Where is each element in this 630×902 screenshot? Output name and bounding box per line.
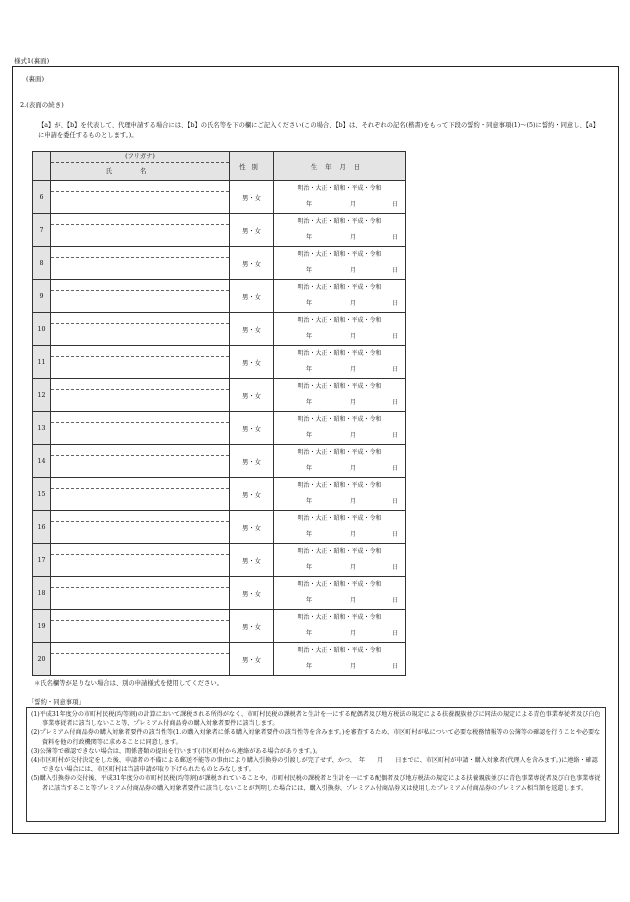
row-number: 19 <box>33 610 51 643</box>
day-label: 日 <box>392 365 399 373</box>
form-id: 様式1(裏面) <box>14 57 50 65</box>
table-row <box>33 544 406 577</box>
dob-cell[interactable] <box>274 478 406 511</box>
month-label: 月 <box>350 266 357 274</box>
date-fields[interactable] <box>278 460 401 477</box>
era-options[interactable]: 明治・大正・昭和・平成・令和 <box>297 316 382 324</box>
era-options[interactable]: 明治・大正・昭和・平成・令和 <box>297 217 382 225</box>
era-options[interactable]: 明治・大正・昭和・平成・令和 <box>297 283 382 291</box>
sex-options[interactable]: 男・女 <box>230 379 274 412</box>
year-label: 年 <box>306 233 313 241</box>
applicant-roster-table <box>32 151 406 676</box>
dob-cell[interactable] <box>274 643 406 676</box>
era-options[interactable]: 明治・大正・昭和・平成・令和 <box>297 250 382 258</box>
back-side-label: (裏面) <box>26 75 45 83</box>
date-fields[interactable] <box>278 658 401 675</box>
sex-options[interactable]: 男・女 <box>230 511 274 544</box>
furigana-field[interactable] <box>51 610 229 621</box>
pledge-item-2: (2)プレミアム付商品券の購入対象者要件の該当性等(1.の購入対象者に係る購入対象者要件の該当性等を含みます。)を審査するため、市区町村が私について必要な税務情報等の公簿等の確認を行うことや必要な資料を他の行政機関等に求めることに同意します。 <box>31 729 601 746</box>
year-label: 年 <box>306 431 313 439</box>
date-fields[interactable] <box>278 427 401 444</box>
month-label: 月 <box>350 596 357 604</box>
month-label: 月 <box>350 398 357 406</box>
name-field[interactable] <box>51 291 229 312</box>
table-row <box>33 379 406 412</box>
month-label: 月 <box>350 629 357 637</box>
row-number: 20 <box>33 643 51 676</box>
dob-cell[interactable] <box>274 280 406 313</box>
month-label: 月 <box>350 530 357 538</box>
name-field[interactable] <box>51 555 229 576</box>
month-label: 月 <box>350 662 357 670</box>
pledge-item-5: (5)購入引換券の交付後、平成31年度分の市町村民税(均等割)が課税されていることや、市町村民税の課税者と生計を一にする配偶者及び地方税法の規定による扶養親族並びに青色事業専従者及び白色事業専従者に該当すること等プレミアム付商品券の購入対象者要件に該当しないことが判明した場合には、購入引換券、プレミアム付商品券又は使用したプレミアム付商品券のプレミアム相当額を返還します。 <box>31 775 601 792</box>
dob-cell[interactable] <box>274 577 406 610</box>
dob-cell[interactable] <box>274 544 406 577</box>
era-options[interactable]: 明治・大正・昭和・平成・令和 <box>297 514 382 522</box>
year-label: 年 <box>306 596 313 604</box>
dob-cell[interactable] <box>274 247 406 280</box>
day-label: 日 <box>392 332 399 340</box>
furigana-field[interactable] <box>51 445 229 456</box>
name-cell[interactable] <box>51 577 230 610</box>
pledge-box <box>26 707 606 822</box>
sex-options[interactable]: 男・女 <box>230 313 274 346</box>
furigana-field[interactable] <box>51 280 229 291</box>
sex-options[interactable]: 男・女 <box>230 577 274 610</box>
year-label: 年 <box>306 365 313 373</box>
row-number: 18 <box>33 577 51 610</box>
day-label: 日 <box>392 530 399 538</box>
year-label: 年 <box>306 629 313 637</box>
table-row <box>33 214 406 247</box>
year-label: 年 <box>306 200 313 208</box>
name-cell[interactable] <box>51 247 230 280</box>
date-fields[interactable] <box>278 295 401 312</box>
sex-options[interactable]: 男・女 <box>230 214 274 247</box>
era-options[interactable]: 明治・大正・昭和・平成・令和 <box>297 415 382 423</box>
section-heading: 2.(表面の続き) <box>20 101 64 109</box>
furigana-field[interactable] <box>51 346 229 357</box>
era-options[interactable]: 明治・大正・昭和・平成・令和 <box>297 613 382 621</box>
name-cell[interactable] <box>51 544 230 577</box>
day-label: 日 <box>392 629 399 637</box>
name-cell[interactable] <box>51 214 230 247</box>
month-label: 月 <box>350 200 357 208</box>
era-options[interactable]: 明治・大正・昭和・平成・令和 <box>297 184 382 192</box>
dob-header: 生年月日 <box>274 152 406 181</box>
year-label: 年 <box>306 332 313 340</box>
row-number: 7 <box>33 214 51 247</box>
year-label: 年 <box>306 299 313 307</box>
table-row <box>33 247 406 280</box>
sex-options[interactable]: 男・女 <box>230 610 274 643</box>
name-field[interactable] <box>51 423 229 444</box>
sex-options[interactable]: 男・女 <box>230 544 274 577</box>
era-options[interactable]: 明治・大正・昭和・平成・令和 <box>297 448 382 456</box>
date-fields[interactable] <box>278 526 401 543</box>
sex-options[interactable]: 男・女 <box>230 412 274 445</box>
name-field[interactable] <box>51 357 229 378</box>
sex-options[interactable]: 男・女 <box>230 346 274 379</box>
month-label: 月 <box>350 233 357 241</box>
date-fields[interactable] <box>278 328 401 345</box>
name-field[interactable] <box>51 258 229 279</box>
date-fields[interactable] <box>278 229 401 246</box>
year-label: 年 <box>306 530 313 538</box>
sex-options[interactable]: 男・女 <box>230 280 274 313</box>
table-row <box>33 280 406 313</box>
table-row <box>33 478 406 511</box>
day-label: 日 <box>392 398 399 406</box>
name-header: 氏名 <box>105 168 175 175</box>
month-label: 月 <box>350 497 357 505</box>
row-number: 6 <box>33 181 51 214</box>
furigana-field[interactable] <box>51 379 229 390</box>
dob-cell[interactable] <box>274 181 406 214</box>
month-label: 月 <box>350 563 357 571</box>
dob-cell[interactable] <box>274 214 406 247</box>
furigana-field[interactable] <box>51 412 229 423</box>
sex-options[interactable]: 男・女 <box>230 445 274 478</box>
furigana-field[interactable] <box>51 643 229 654</box>
name-field[interactable] <box>51 390 229 411</box>
name-field[interactable] <box>51 225 229 246</box>
dob-cell[interactable] <box>274 313 406 346</box>
year-label: 年 <box>306 563 313 571</box>
name-field[interactable] <box>51 489 229 510</box>
day-label: 日 <box>392 200 399 208</box>
row-number: 12 <box>33 379 51 412</box>
date-fields[interactable] <box>278 592 401 609</box>
day-label: 日 <box>392 464 399 472</box>
row-number: 11 <box>33 346 51 379</box>
day-label: 日 <box>392 662 399 670</box>
header-name-cell <box>51 152 230 181</box>
table-row <box>33 577 406 610</box>
furigana-field[interactable] <box>51 511 229 522</box>
intro-text: 【a】が、【b】を代表して、代理申請する場合には、【b】の氏名等を下の欄にご記入ください(この場合、【b】は、それぞれの記名(楷書)をもって下段の誓約・同意事項(1)〜(5)に誓約・同意し、【a】に申請を委任するものとします。)。 <box>38 122 596 139</box>
header-number-cell <box>33 152 51 181</box>
year-label: 年 <box>306 266 313 274</box>
furigana-field[interactable] <box>51 544 229 555</box>
day-label: 日 <box>392 563 399 571</box>
name-cell[interactable] <box>51 346 230 379</box>
row-number: 17 <box>33 544 51 577</box>
date-fields[interactable] <box>278 262 401 279</box>
table-row <box>33 346 406 379</box>
name-cell[interactable] <box>51 610 230 643</box>
date-fields[interactable] <box>278 559 401 576</box>
row-number: 16 <box>33 511 51 544</box>
date-fields[interactable] <box>278 196 401 213</box>
era-options[interactable]: 明治・大正・昭和・平成・令和 <box>297 547 382 555</box>
dob-cell[interactable] <box>274 511 406 544</box>
name-cell[interactable] <box>51 412 230 445</box>
table-row <box>33 511 406 544</box>
furigana-field[interactable] <box>51 181 229 192</box>
name-field[interactable] <box>51 588 229 609</box>
year-label: 年 <box>306 398 313 406</box>
sex-options[interactable]: 男・女 <box>230 478 274 511</box>
footnote: ＊氏名欄等が足りない場合は、別の申請様式を使用してください。 <box>34 680 223 687</box>
sex-header: 性別 <box>230 152 274 181</box>
era-options[interactable]: 明治・大正・昭和・平成・令和 <box>297 349 382 357</box>
month-label: 月 <box>350 365 357 373</box>
furigana-field[interactable] <box>51 577 229 588</box>
era-options[interactable]: 明治・大正・昭和・平成・令和 <box>297 580 382 588</box>
day-label: 日 <box>392 233 399 241</box>
sex-options[interactable]: 男・女 <box>230 181 274 214</box>
name-cell[interactable] <box>51 280 230 313</box>
dob-cell[interactable] <box>274 412 406 445</box>
name-cell[interactable] <box>51 478 230 511</box>
name-cell[interactable] <box>51 181 230 214</box>
row-number: 15 <box>33 478 51 511</box>
table-row <box>33 445 406 478</box>
furigana-field[interactable] <box>51 478 229 489</box>
furigana-field[interactable] <box>51 313 229 324</box>
name-cell[interactable] <box>51 445 230 478</box>
name-field[interactable] <box>51 621 229 642</box>
date-fields[interactable] <box>278 361 401 378</box>
year-label: 年 <box>306 497 313 505</box>
table-header-row <box>33 152 406 181</box>
era-options[interactable]: 明治・大正・昭和・平成・令和 <box>297 382 382 390</box>
pledge-item-4: (4)市区町村が交付決定をした後、申請者の不備による郵送不能等の事由により購入引換券の引渡しが完了せず、かつ、 年 月 日までに、市区町村が申請・購入対象者(代理人を含みます。)に連絡・確認できない場合には、市区町村は当該申請が取り下げられたものとみなします。 <box>31 757 598 774</box>
era-options[interactable]: 明治・大正・昭和・平成・令和 <box>297 481 382 489</box>
dob-cell[interactable] <box>274 346 406 379</box>
era-options[interactable]: 明治・大正・昭和・平成・令和 <box>297 646 382 654</box>
year-label: 年 <box>306 464 313 472</box>
name-field[interactable] <box>51 324 229 345</box>
furigana-header: (フリガナ) <box>51 152 229 163</box>
dob-cell[interactable] <box>274 379 406 412</box>
row-number: 14 <box>33 445 51 478</box>
table-row <box>33 181 406 214</box>
name-field[interactable] <box>51 654 229 675</box>
date-fields[interactable] <box>278 493 401 510</box>
day-label: 日 <box>392 299 399 307</box>
row-number: 8 <box>33 247 51 280</box>
furigana-field[interactable] <box>51 247 229 258</box>
table-row <box>33 313 406 346</box>
day-label: 日 <box>392 266 399 274</box>
table-row <box>33 610 406 643</box>
furigana-field[interactable] <box>51 214 229 225</box>
sex-options[interactable]: 男・女 <box>230 643 274 676</box>
table-row <box>33 412 406 445</box>
name-field[interactable] <box>51 456 229 477</box>
day-label: 日 <box>392 596 399 604</box>
year-label: 年 <box>306 662 313 670</box>
dob-cell[interactable] <box>274 610 406 643</box>
month-label: 月 <box>350 431 357 439</box>
table-row <box>33 643 406 676</box>
pledge-title: 「誓約・同意事項」 <box>28 699 85 706</box>
name-cell[interactable] <box>51 379 230 412</box>
pledge-item-3: (3)公簿等で確認できない場合は、関係書類の提出を行います(市区町村から連絡がある場合があります。)。 <box>31 747 322 755</box>
date-fields[interactable] <box>278 394 401 411</box>
name-cell[interactable] <box>51 313 230 346</box>
row-number: 13 <box>33 412 51 445</box>
dob-cell[interactable] <box>274 445 406 478</box>
month-label: 月 <box>350 332 357 340</box>
sex-options[interactable]: 男・女 <box>230 247 274 280</box>
pledge-item-1: (1)平成31年度分の市町村民税(均等割)の計算において課税される所得がなく、市町村民税の課税者と生計を一にする配偶者及び地方税法の規定による扶養親族並びに同法の規定による青色事業専従者及び白色事業専従者に該当しないこと等、プレミアム付商品券の購入対象者要件に該当します。 <box>31 711 601 728</box>
month-label: 月 <box>350 299 357 307</box>
name-cell[interactable] <box>51 643 230 676</box>
row-number: 10 <box>33 313 51 346</box>
name-field[interactable] <box>51 522 229 543</box>
name-field[interactable] <box>51 192 229 213</box>
day-label: 日 <box>392 497 399 505</box>
date-fields[interactable] <box>278 625 401 642</box>
day-label: 日 <box>392 431 399 439</box>
month-label: 月 <box>350 464 357 472</box>
row-number: 9 <box>33 280 51 313</box>
name-cell[interactable] <box>51 511 230 544</box>
